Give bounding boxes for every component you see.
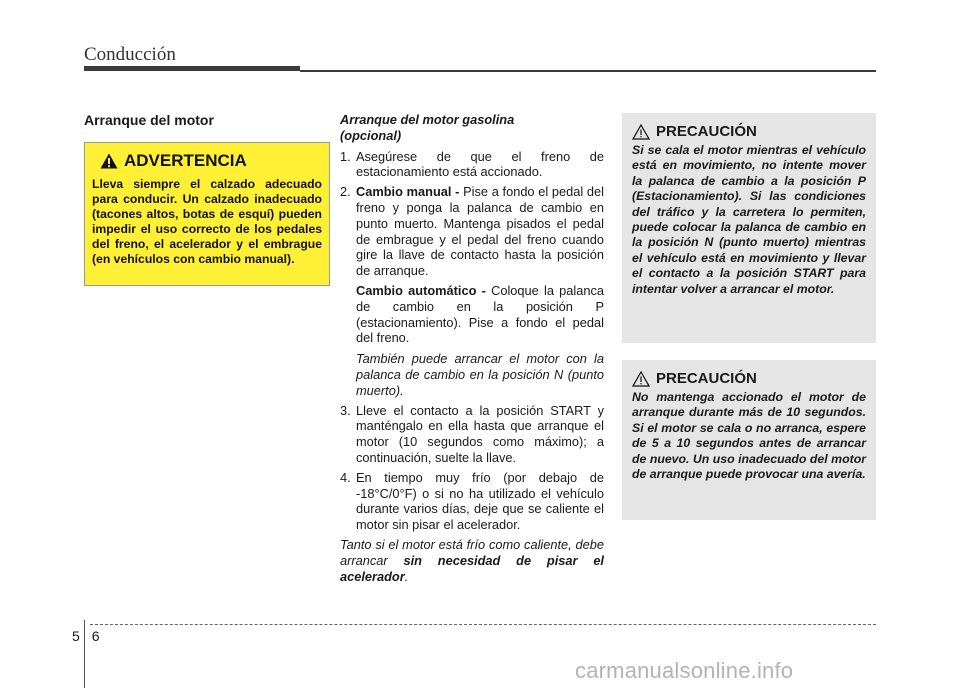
- footer-dashed-rule: [90, 624, 876, 625]
- section-title: Arranque del motor: [84, 112, 214, 128]
- subheading-line2: (opcional): [340, 127, 402, 143]
- step-number: 1.: [340, 148, 351, 164]
- step-text: Asegúrese de que el freno de estacionamiento está accionado.: [356, 148, 604, 180]
- manual-text: Pise a fondo el pedal del freno y ponga la palanca de cambio en punto muerto. Mantenga pisados el pedal de embrague y el pedal del freno cuando gire la llave de contacto hasta la posición de arranque.: [356, 184, 605, 279]
- warning-header: [100, 151, 322, 171]
- caution-header: [632, 370, 866, 387]
- warning-title: ADVERTENCIA: [124, 151, 247, 170]
- page-in-chapter: 6: [91, 628, 100, 644]
- auto-label: Cambio automático -: [356, 282, 492, 298]
- subheading-line1: Arranque del motor gasolina: [340, 112, 515, 127]
- caution-box-1: [622, 113, 876, 343]
- subheading: [340, 112, 604, 144]
- step-3: [340, 403, 604, 466]
- caution-body: Si se cala el motor mientras el vehículo está en movimiento, no intente mover la palanca de cambio a la posición P (Estacionamiento). Si las condiciones del tráfico y la carretera lo permiten, puede colocar la palanca de cambio en la posición N (punto muerto) mientras el vehículo está en movimiento y llevar el contacto a la posición START para intentar volver a arrancar el motor.: [632, 143, 866, 296]
- step-2: [340, 184, 604, 279]
- caution-title: PRECAUCIÓN: [656, 370, 757, 387]
- step-number: 3.: [340, 402, 351, 418]
- step-number: 2.: [340, 184, 351, 200]
- closing-suffix: .: [404, 568, 409, 584]
- step-2-note: También puede arrancar el motor con la palanca de cambio en la posición N (punto muerto).: [356, 351, 604, 398]
- header-rule-thin: [300, 70, 876, 72]
- warning-triangle-icon: [100, 153, 118, 169]
- chapter-number: 5: [72, 628, 80, 644]
- caution-box-2: [622, 360, 876, 520]
- caution-triangle-icon: [632, 124, 650, 140]
- manual-label: Cambio manual -: [356, 184, 464, 200]
- caution-header: [632, 123, 866, 140]
- closing-note: [340, 537, 604, 584]
- step-text: Lleve el contacto a la posición START y manténgalo en ella hasta que arranque el motor (10 segundos como máximo); a continuación, suelte la llave.: [356, 402, 604, 465]
- warning-box: [84, 142, 330, 286]
- header-title: Conducción: [84, 44, 176, 65]
- closing-bold: sin necesidad de pisar el acelerador: [340, 552, 604, 584]
- step-4: [340, 470, 604, 533]
- watermark-text: carmanualsonline.info: [575, 658, 794, 683]
- step-number: 4.: [340, 469, 351, 485]
- step-2-auto: [340, 283, 604, 346]
- step-text: [356, 184, 604, 279]
- header-rule-thick: [84, 66, 300, 71]
- auto-text: Coloque la palanca de cambio en la posición P (estacionamiento). Pise a fondo el pedal del freno.: [356, 282, 604, 346]
- closing-prefix: Tanto si el motor está frío como caliente, debe arrancar: [340, 536, 604, 568]
- step-text: En tiempo muy frío (por debajo de -18°C/0°F) o si no ha utilizado el vehículo durante varios días, deje que se caliente el motor sin pisar el acelerador.: [356, 469, 604, 533]
- instructions-column: [340, 112, 604, 584]
- caution-triangle-icon: [632, 371, 650, 387]
- caution-title: PRECAUCIÓN: [656, 123, 757, 140]
- page-number: [72, 628, 100, 644]
- warning-body: Lleva siempre el calzado adecuado para conducir. Un calzado inadecuado (tacones altos, botas de esquí) pueden impedir el uso correcto de los pedales del freno, el acelerador y el embrague (en vehículos con cambio manual).: [92, 177, 322, 266]
- step-1: [340, 149, 604, 181]
- caution-body: No mantenga accionado el motor de arranque durante más de 10 segundos. Si el motor se cala o no arranca, espere de 5 a 10 segundos antes de arrancar de nuevo. Un uso inadecuado del motor de arranque puede provocar una avería.: [632, 390, 866, 482]
